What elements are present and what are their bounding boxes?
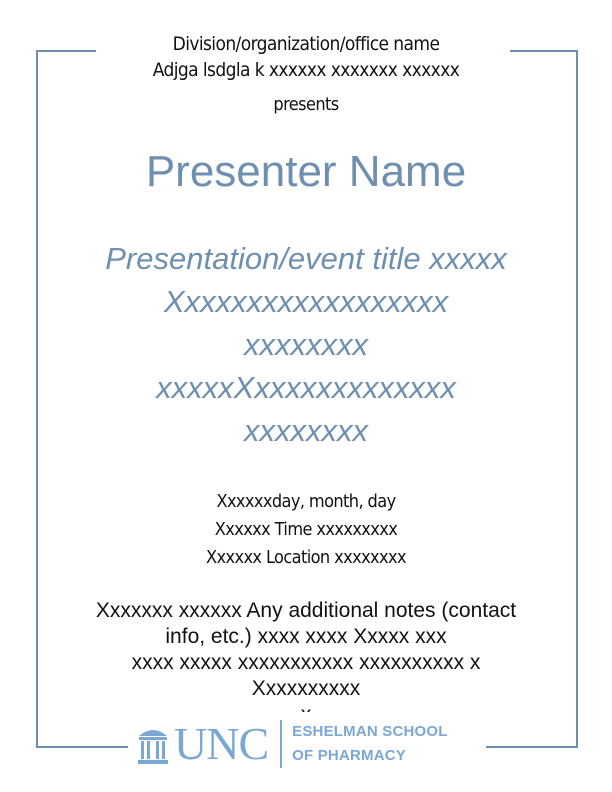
logo-divider xyxy=(280,720,282,768)
event-title-line: xxxxxXxxxxxxxxxxxxx xyxy=(156,370,456,405)
old-well-icon xyxy=(136,722,170,766)
event-title xyxy=(46,237,566,452)
notes-line: Xxxxxxx xxxxxx Any additional notes (contact xyxy=(95,599,517,622)
event-time: Xxxxxx Time xxxxxxxxx xyxy=(214,519,398,540)
event-date: Xxxxxxday, month, day xyxy=(216,491,396,512)
event-title-line: xxxxxxxx xyxy=(244,327,368,362)
notes-line: Xxxxxxxxxx xyxy=(251,677,361,700)
notes-line: xxxx xxxxx xxxxxxxxxxx xxxxxxxxxx x xyxy=(131,651,481,674)
school-name-line: ESHELMAN SCHOOL xyxy=(292,723,448,740)
presents-label: presents xyxy=(273,94,339,115)
organization-subline: Adjga lsdgla k xxxxxx xxxxxxx xxxxxx xyxy=(152,59,460,81)
event-details xyxy=(40,488,572,572)
event-title-line: Presentation/event title xxxxx xyxy=(105,241,507,276)
school-name-line: OF PHARMACY xyxy=(292,747,406,764)
unc-wordmark: UNC xyxy=(174,718,269,769)
presenter-name: Presenter Name xyxy=(145,147,467,196)
event-title-line: Xxxxxxxxxxxxxxxxxx xyxy=(163,284,449,319)
organization-name: Division/organization/office name xyxy=(172,33,440,55)
event-location: Xxxxxx Location xxxxxxxx xyxy=(206,547,406,568)
unc-eshelman-logo xyxy=(132,712,484,776)
notes-line: info, etc.) xxxx xxxx Xxxxx xxx xyxy=(165,625,447,648)
event-title-line: xxxxxxxx xyxy=(244,413,368,448)
additional-notes xyxy=(60,598,552,728)
school-name xyxy=(292,720,448,768)
